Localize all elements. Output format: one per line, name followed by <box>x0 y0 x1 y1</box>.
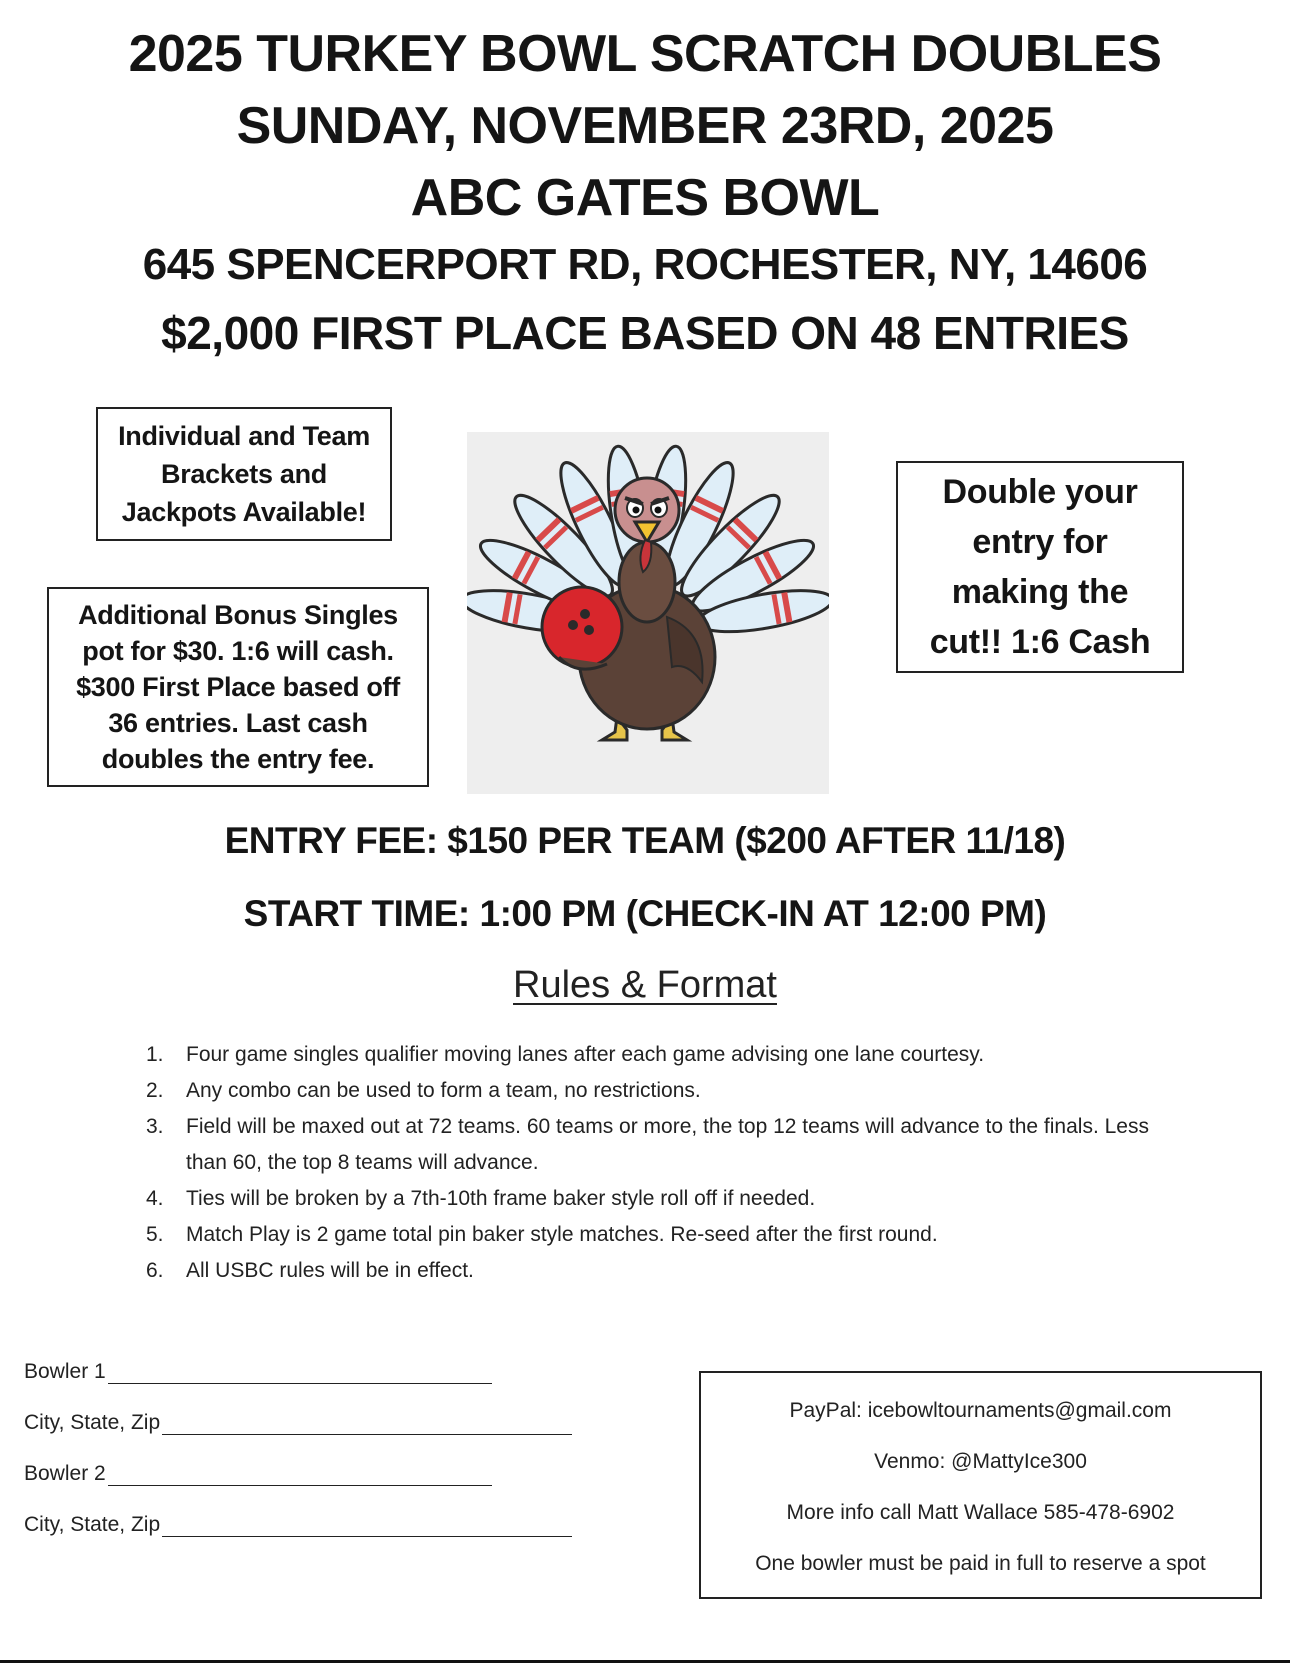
bowler-1-field[interactable] <box>24 1360 492 1384</box>
entry-fee: ENTRY FEE: $150 PER TEAM ($200 AFTER 11/18) <box>224 820 1066 861</box>
rules-heading <box>0 964 1290 1007</box>
bowling-turkey-icon <box>467 432 829 794</box>
bowler-1-label: Bowler 1 <box>24 1360 106 1383</box>
payment-note: One bowler must be paid in full to reserve a spot <box>755 1552 1206 1575</box>
rule-item <box>140 1181 1160 1217</box>
title-prize: $2,000 FIRST PLACE BASED ON 48 ENTRIES <box>161 307 1129 359</box>
rule-text: Ties will be broken by a 7th-10th frame baker style roll off if needed. <box>186 1187 816 1210</box>
rule-item <box>140 1037 1160 1073</box>
brackets-callout-text: Individual and Team Brackets and Jackpots Available! <box>118 421 370 527</box>
rule-item <box>140 1109 1160 1181</box>
title-venue: ABC GATES BOWL <box>410 169 880 227</box>
rule-item <box>140 1073 1160 1109</box>
rule-text: Four game singles qualifier moving lanes after each game advising one lane courtesy. <box>186 1043 985 1066</box>
rule-number: 6. <box>146 1259 164 1282</box>
rule-text: Field will be maxed out at 72 teams. 60 teams or more, the top 12 teams will advance to the finals. Less than 60, the top 8 teams will advance. <box>186 1115 1149 1174</box>
rules-list <box>140 1037 1160 1289</box>
venmo-info: Venmo: @MattyIce300 <box>874 1450 1087 1473</box>
bonus-singles-callout <box>47 587 429 787</box>
rule-text: Match Play is 2 game total pin baker style matches. Re-seed after the first round. <box>186 1223 938 1246</box>
rule-number: 1. <box>146 1043 164 1066</box>
rule-item <box>140 1253 1160 1289</box>
rules-heading-text: Rules & Format <box>513 964 777 1006</box>
contact-info: More info call Matt Wallace 585-478-6902 <box>786 1501 1175 1524</box>
city-state-zip-2-field[interactable] <box>24 1513 572 1537</box>
rule-item <box>140 1217 1160 1253</box>
city-state-zip-1-blank[interactable] <box>162 1413 572 1435</box>
start-time: START TIME: 1:00 PM (CHECK-IN AT 12:00 PM) <box>243 893 1047 934</box>
bowler-2-field[interactable] <box>24 1462 492 1486</box>
rule-number: 4. <box>146 1187 164 1210</box>
title-address: 645 SPENCERPORT RD, ROCHESTER, NY, 14606 <box>142 240 1148 289</box>
city-state-zip-2-blank[interactable] <box>162 1515 572 1537</box>
rule-number: 5. <box>146 1223 164 1246</box>
city-state-zip-1-label: City, State, Zip <box>24 1411 161 1434</box>
title-event-name: 2025 TURKEY BOWL SCRATCH DOUBLES <box>128 25 1162 83</box>
bonus-singles-callout-text: Additional Bonus Singles pot for $30. 1:6 will cash. $300 First Place based off 36 entries. Last cash doubles the entry fee. <box>76 600 400 774</box>
rule-number: 3. <box>146 1115 164 1138</box>
rule-number: 2. <box>146 1079 164 1102</box>
double-entry-callout <box>896 461 1184 673</box>
bowler-1-blank[interactable] <box>108 1362 492 1384</box>
bowler-2-label: Bowler 2 <box>24 1462 106 1485</box>
brackets-callout <box>96 407 392 541</box>
title-event-date: SUNDAY, NOVEMBER 23RD, 2025 <box>236 97 1054 155</box>
bowler-2-blank[interactable] <box>108 1464 492 1486</box>
paypal-info: PayPal: icebowltournaments@gmail.com <box>789 1399 1172 1422</box>
rule-text: All USBC rules will be in effect. <box>186 1259 474 1282</box>
city-state-zip-1-field[interactable] <box>24 1411 572 1435</box>
rule-text: Any combo can be used to form a team, no restrictions. <box>186 1079 701 1102</box>
city-state-zip-2-label: City, State, Zip <box>24 1513 161 1536</box>
payment-info-box <box>699 1371 1262 1599</box>
double-entry-callout-text: Double your entry for making the cut!! 1:6 Cash <box>929 473 1151 661</box>
